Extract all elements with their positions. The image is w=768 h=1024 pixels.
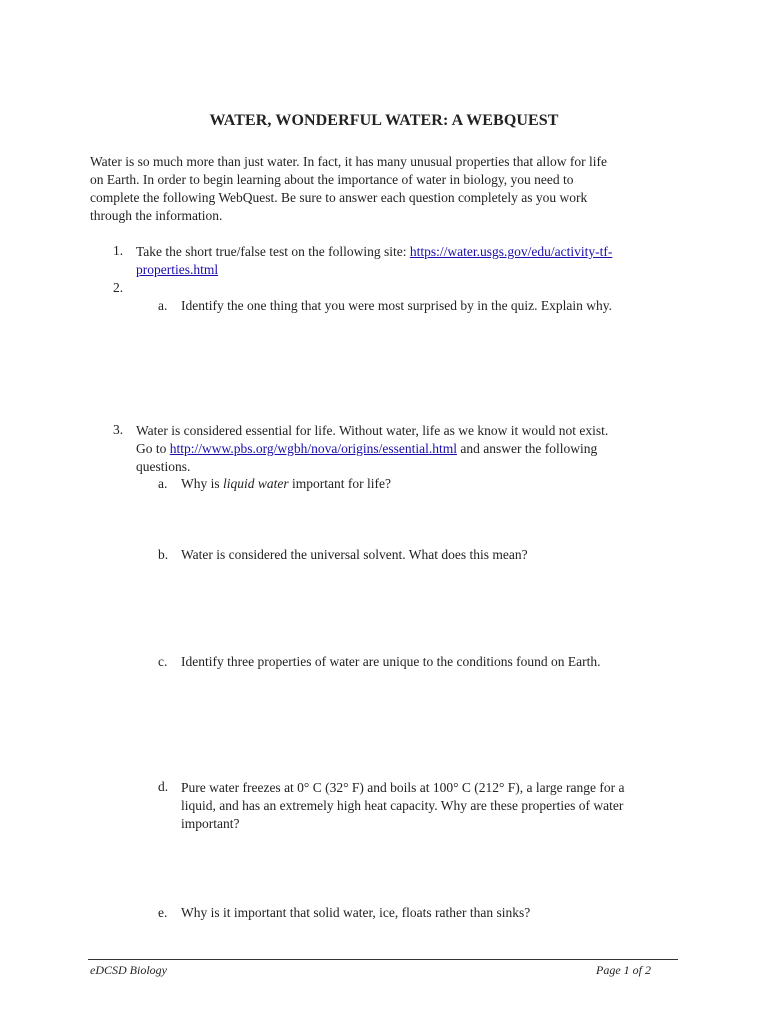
pbs-essential-link[interactable]: http://www.pbs.org/wgbh/nova/origins/essential.html: [169, 441, 457, 456]
footer-divider: [88, 959, 678, 960]
italic-term: liquid water: [223, 476, 289, 491]
footer-left: eDCSD Biology: [90, 963, 167, 977]
item-3: [136, 422, 696, 476]
item-number: 3.: [113, 422, 124, 437]
item-3b-question: Water is considered the universal solvent. What does this mean?: [181, 547, 528, 562]
item-number: 2.: [113, 280, 124, 295]
item-3-after-link: and answer the following: [457, 441, 598, 456]
item-1-text: Take the short true/false test on the following site:: [136, 244, 410, 259]
intro-line: through the information.: [90, 208, 223, 223]
item-2a-question: Identify the one thing that you were most surprised by in the quiz. Explain why.: [181, 298, 613, 313]
item-number: 1.: [113, 243, 124, 258]
subitem-letter: a.: [158, 476, 168, 491]
intro-line: Water is so much more than just water. In fact, it has many unusual properties that allow for life: [90, 154, 608, 169]
usgs-quiz-link[interactable]: https://water.usgs.gov/edu/activity-tf-: [409, 244, 613, 259]
item-3-goto: Go to: [136, 441, 170, 456]
item-1: [136, 243, 696, 279]
subitem-letter: e.: [158, 905, 168, 920]
item-3d-question: Pure water freezes at 0° C (32° F) and boils at 100° C (212° F), a large range for a liquid, and has an extremely high heat capacity. Why are these properties of water important?: [181, 780, 625, 831]
page-number: Page 1 of 2: [596, 963, 651, 977]
intro-line: on Earth. In order to begin learning about the importance of water in biology, you need to: [90, 172, 574, 187]
item-3c-question: Identify three properties of water are unique to the conditions found on Earth.: [181, 654, 601, 669]
item-3e-question: Why is it important that solid water, ice, floats rather than sinks?: [181, 905, 531, 920]
page-title: WATER, WONDERFUL WATER: A WEBQUEST: [209, 112, 559, 129]
usgs-quiz-link-continued[interactable]: properties.html: [136, 262, 219, 277]
intro-line: complete the following WebQuest. Be sure to answer each question completely as you work: [90, 190, 588, 205]
subitem-letter: b.: [158, 547, 169, 562]
subitem-letter: d.: [158, 779, 169, 794]
item-3-line: questions.: [136, 459, 191, 474]
item-3-line: Water is considered essential for life. Without water, life as we know it would not exist.: [136, 423, 609, 438]
intro-paragraph: [90, 153, 690, 225]
subitem-letter: c.: [158, 654, 168, 669]
subitem-letter: a.: [158, 298, 168, 313]
item-3a-question: Why is liquid water important for life?: [181, 476, 391, 491]
